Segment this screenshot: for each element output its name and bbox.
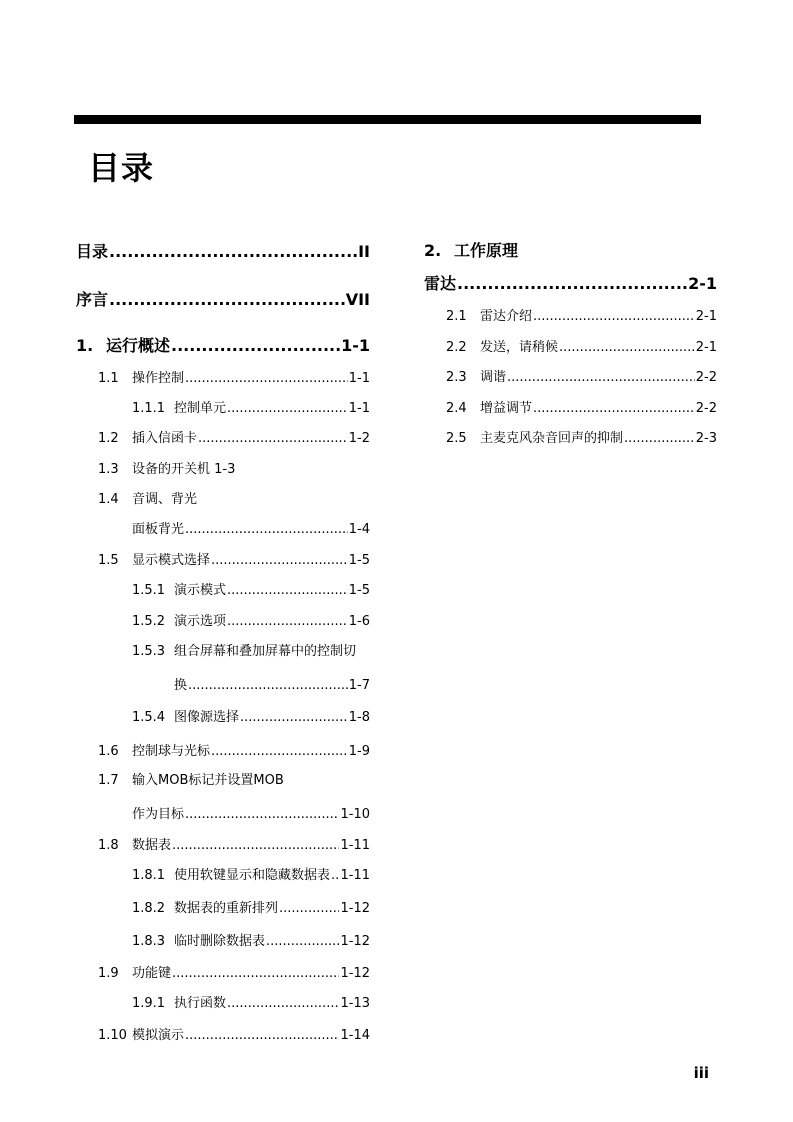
toc-page: 1-2 — [348, 431, 370, 446]
page-number: iii — [693, 1064, 709, 1082]
toc-page: 2-1 — [695, 309, 717, 324]
toc-entry[interactable] — [132, 610, 370, 629]
toc-page: 1-11 — [340, 838, 370, 853]
dot-leader — [185, 1028, 339, 1043]
dot-leader — [240, 710, 348, 725]
toc-number: 1.5 — [98, 553, 119, 568]
toc-entry-radar[interactable] — [424, 271, 717, 294]
toc-entry-chapter-2[interactable] — [424, 238, 717, 261]
toc-label: 设备的开关机 1-3 — [132, 462, 236, 477]
toc-label: 序言 — [76, 290, 109, 309]
toc-entry-chapter-1[interactable] — [76, 333, 370, 356]
toc-entry[interactable] — [132, 930, 370, 949]
toc-page: 1-12 — [340, 901, 370, 916]
toc-label: 作为目标 — [132, 807, 185, 822]
dot-leader — [227, 401, 348, 416]
toc-page: 1-12 — [340, 966, 370, 981]
toc-number: 1.8.3 — [132, 934, 166, 949]
dot-leader — [185, 371, 348, 386]
dot-leader — [109, 290, 345, 309]
toc-label: 工作原理 — [454, 241, 519, 260]
toc-label: 演示模式 — [174, 583, 227, 598]
toc-number: 1.8.2 — [132, 901, 166, 916]
dot-leader — [171, 336, 340, 355]
toc-number: 1.9 — [98, 966, 119, 981]
toc-label: 主麦克风杂音回声的抑制 — [480, 431, 624, 446]
toc-entry[interactable] — [98, 740, 370, 759]
toc-number: 2. — [424, 241, 442, 260]
dot-leader — [279, 901, 339, 916]
toc-label: 控制球与光标 — [132, 744, 211, 759]
toc-page: 2-1 — [695, 340, 717, 355]
toc-entry[interactable] — [132, 397, 370, 416]
dot-leader — [507, 370, 695, 385]
toc-entry[interactable] — [132, 640, 370, 659]
toc-page: 1-11 — [340, 868, 370, 883]
toc-number: 2.3 — [446, 370, 467, 385]
toc-entry[interactable] — [98, 834, 370, 853]
toc-page: 1-6 — [348, 614, 370, 629]
toc-page: 1-1 — [348, 371, 370, 386]
dot-leader — [185, 807, 339, 822]
toc-entry[interactable] — [446, 397, 717, 416]
toc-label: 插入信函卡 — [132, 431, 198, 446]
toc-label: 发送，请稍候 — [480, 340, 559, 355]
toc-page: 1-13 — [340, 996, 370, 1011]
toc-entry[interactable] — [132, 864, 370, 883]
dot-leader — [331, 868, 339, 883]
toc-entry[interactable] — [446, 427, 717, 446]
toc-page: 2-2 — [695, 370, 717, 385]
toc-number: 2.2 — [446, 340, 467, 355]
toc-number: 1.9.1 — [132, 996, 166, 1011]
toc-entry-preface[interactable] — [76, 287, 370, 310]
dot-leader — [227, 583, 348, 598]
dot-leader — [227, 614, 348, 629]
toc-number: 1.4 — [98, 492, 119, 507]
toc-page: 2-2 — [695, 401, 717, 416]
toc-number: 1.5.3 — [132, 644, 166, 659]
toc-label: 使用软键显示和隐藏数据表 — [174, 868, 331, 883]
dot-leader — [533, 309, 695, 324]
toc-page: 1-14 — [340, 1028, 370, 1043]
dot-leader — [533, 401, 695, 416]
toc-number: 1.5.1 — [132, 583, 166, 598]
toc-entry[interactable] — [98, 962, 370, 981]
toc-label: 操作控制 — [132, 371, 185, 386]
toc-label: 图像源选择 — [174, 710, 240, 725]
toc-entry[interactable] — [132, 579, 370, 598]
toc-entry[interactable] — [98, 458, 370, 477]
toc-entry[interactable] — [98, 1024, 370, 1043]
toc-number: 1.5.2 — [132, 614, 166, 629]
toc-page: VII — [345, 290, 370, 309]
toc-number: 1.1 — [98, 371, 119, 386]
toc-entry[interactable] — [98, 769, 370, 788]
toc-number: 1.7 — [98, 773, 119, 788]
toc-page: 1-12 — [340, 934, 370, 949]
toc-label: 目录 — [76, 242, 109, 261]
toc-entry[interactable] — [132, 897, 370, 916]
toc-label: 执行函数 — [174, 996, 227, 1011]
dot-leader — [109, 242, 357, 261]
toc-label: 面板背光 — [132, 522, 185, 537]
toc-number: 1.1.1 — [132, 401, 166, 416]
toc-label: 雷达介绍 — [480, 309, 533, 324]
toc-page: 1-4 — [348, 522, 370, 537]
dot-leader — [227, 996, 339, 1011]
dot-leader — [457, 274, 687, 293]
toc-label: 模拟演示 — [132, 1028, 185, 1043]
toc-label: 增益调节 — [480, 401, 533, 416]
toc-entry[interactable] — [98, 549, 370, 568]
toc-entry[interactable] — [446, 366, 717, 385]
toc-entry[interactable] — [98, 427, 370, 446]
toc-number: 1.2 — [98, 431, 119, 446]
toc-entry[interactable] — [98, 488, 370, 507]
dot-leader — [172, 838, 339, 853]
toc-page: 1-8 — [348, 710, 370, 725]
toc-page: 1-9 — [348, 744, 370, 759]
dot-leader — [211, 744, 348, 759]
toc-page: 1-5 — [348, 553, 370, 568]
toc-label: 控制单元 — [174, 401, 227, 416]
toc-page: 2-1 — [688, 274, 717, 293]
toc-page: 2-3 — [695, 431, 717, 446]
toc-entry[interactable] — [132, 706, 370, 725]
toc-label: 运行概述 — [106, 336, 171, 355]
dot-leader — [266, 934, 339, 949]
dot-leader — [185, 522, 348, 537]
toc-page: 1-7 — [348, 678, 370, 693]
dot-leader — [559, 340, 695, 355]
toc-label: 输入MOB标记并设置MOB — [132, 773, 284, 788]
dot-leader — [624, 431, 695, 446]
toc-number: 1.6 — [98, 744, 119, 759]
toc-label: 雷达 — [424, 274, 457, 293]
top-rule — [74, 115, 701, 124]
toc-label: 演示选项 — [174, 614, 227, 629]
toc-label: 数据表 — [132, 838, 172, 853]
page-title: 目录 — [88, 149, 155, 187]
toc-page: 1-1 — [341, 336, 370, 355]
toc-number: 2.5 — [446, 431, 467, 446]
toc-entry[interactable] — [132, 992, 370, 1011]
toc-page: 1-5 — [348, 583, 370, 598]
toc-page: 1-1 — [348, 401, 370, 416]
toc-label: 功能键 — [132, 966, 172, 981]
toc-entry[interactable] — [98, 367, 370, 386]
dot-leader — [211, 553, 348, 568]
toc-number: 2.1 — [446, 309, 467, 324]
dot-leader — [198, 431, 348, 446]
toc-number: 1.5.4 — [132, 710, 166, 725]
toc-number: 1.10 — [98, 1028, 127, 1043]
toc-entry-contents[interactable] — [76, 239, 370, 262]
toc-entry-continued[interactable] — [132, 803, 370, 822]
toc-number: 1.3 — [98, 462, 119, 477]
toc-page: II — [358, 242, 370, 261]
toc-label: 换 — [174, 678, 188, 693]
dot-leader — [172, 966, 339, 981]
toc-number: 2.4 — [446, 401, 467, 416]
dot-leader — [188, 678, 348, 693]
toc-label: 显示模式选择 — [132, 553, 211, 568]
toc-label: 调谐 — [480, 370, 507, 385]
toc-label: 数据表的重新排列 — [174, 901, 279, 916]
toc-number: 1.8.1 — [132, 868, 166, 883]
toc-entry[interactable] — [446, 305, 717, 324]
toc-label: 组合屏幕和叠加屏幕中的控制切 — [174, 644, 357, 659]
toc-entry-continued[interactable] — [174, 674, 370, 693]
toc-number: 1.8 — [98, 838, 119, 853]
toc-label: 临时删除数据表 — [174, 934, 266, 949]
toc-label: 音调、背光 — [132, 492, 198, 507]
toc-page: 1-10 — [340, 807, 370, 822]
toc-number: 1. — [76, 336, 94, 355]
toc-entry[interactable] — [446, 336, 717, 355]
toc-entry-continued[interactable] — [132, 518, 370, 537]
